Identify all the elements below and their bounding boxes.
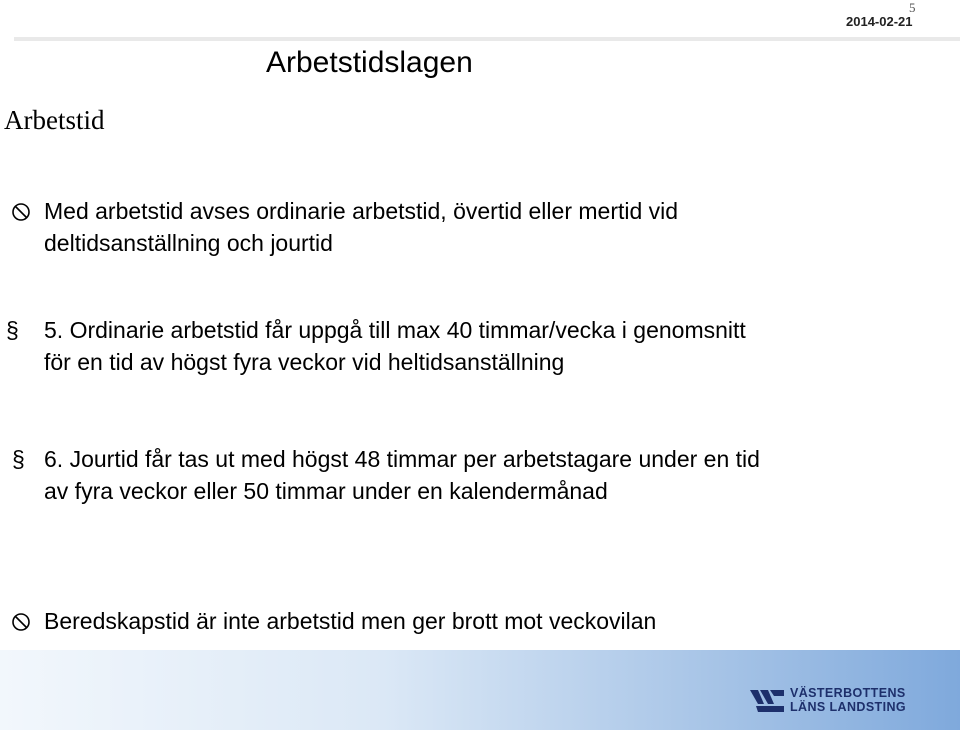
paragraph-line: 5. Ordinarie arbetstid får uppgå till max 40 timmar/vecka i genomsnitt (44, 317, 746, 343)
landsting-logo-icon (750, 688, 784, 714)
section-label: Arbetstid (4, 105, 105, 135)
organization-logo-text (790, 686, 906, 714)
slide-title: Arbetstidslagen (266, 46, 473, 79)
no-entry-icon (10, 611, 32, 633)
bullet-line: deltidsanställning och jourtid (44, 230, 333, 256)
bullet-beredskapstid: Beredskapstid är inte arbetstid men ger brott mot veckovilan (44, 608, 657, 634)
paragraph-line: av fyra veckor eller 50 timmar under en kalendermånad (44, 478, 608, 504)
paragraph-line: för en tid av högst fyra veckor vid heltidsanställning (44, 349, 565, 375)
section-symbol: § (6, 317, 19, 343)
paragraph-5 (44, 314, 746, 378)
page-number: 5 (909, 0, 916, 15)
no-entry-icon (10, 201, 32, 223)
logo-line: VÄSTERBOTTENS (790, 686, 906, 700)
paragraph-6 (44, 443, 760, 507)
paragraph-line: 6. Jourtid får tas ut med högst 48 timmar per arbetstagare under en tid (44, 446, 760, 472)
slide-date: 2014-02-21 (846, 14, 913, 29)
logo-line: LÄNS LANDSTING (790, 700, 907, 714)
section-symbol: § (12, 446, 25, 472)
bullet-line: Med arbetstid avses ordinarie arbetstid, övertid eller mertid vid (44, 198, 679, 224)
bullet-arbetstid-definition (44, 195, 678, 259)
header-divider (14, 37, 960, 41)
